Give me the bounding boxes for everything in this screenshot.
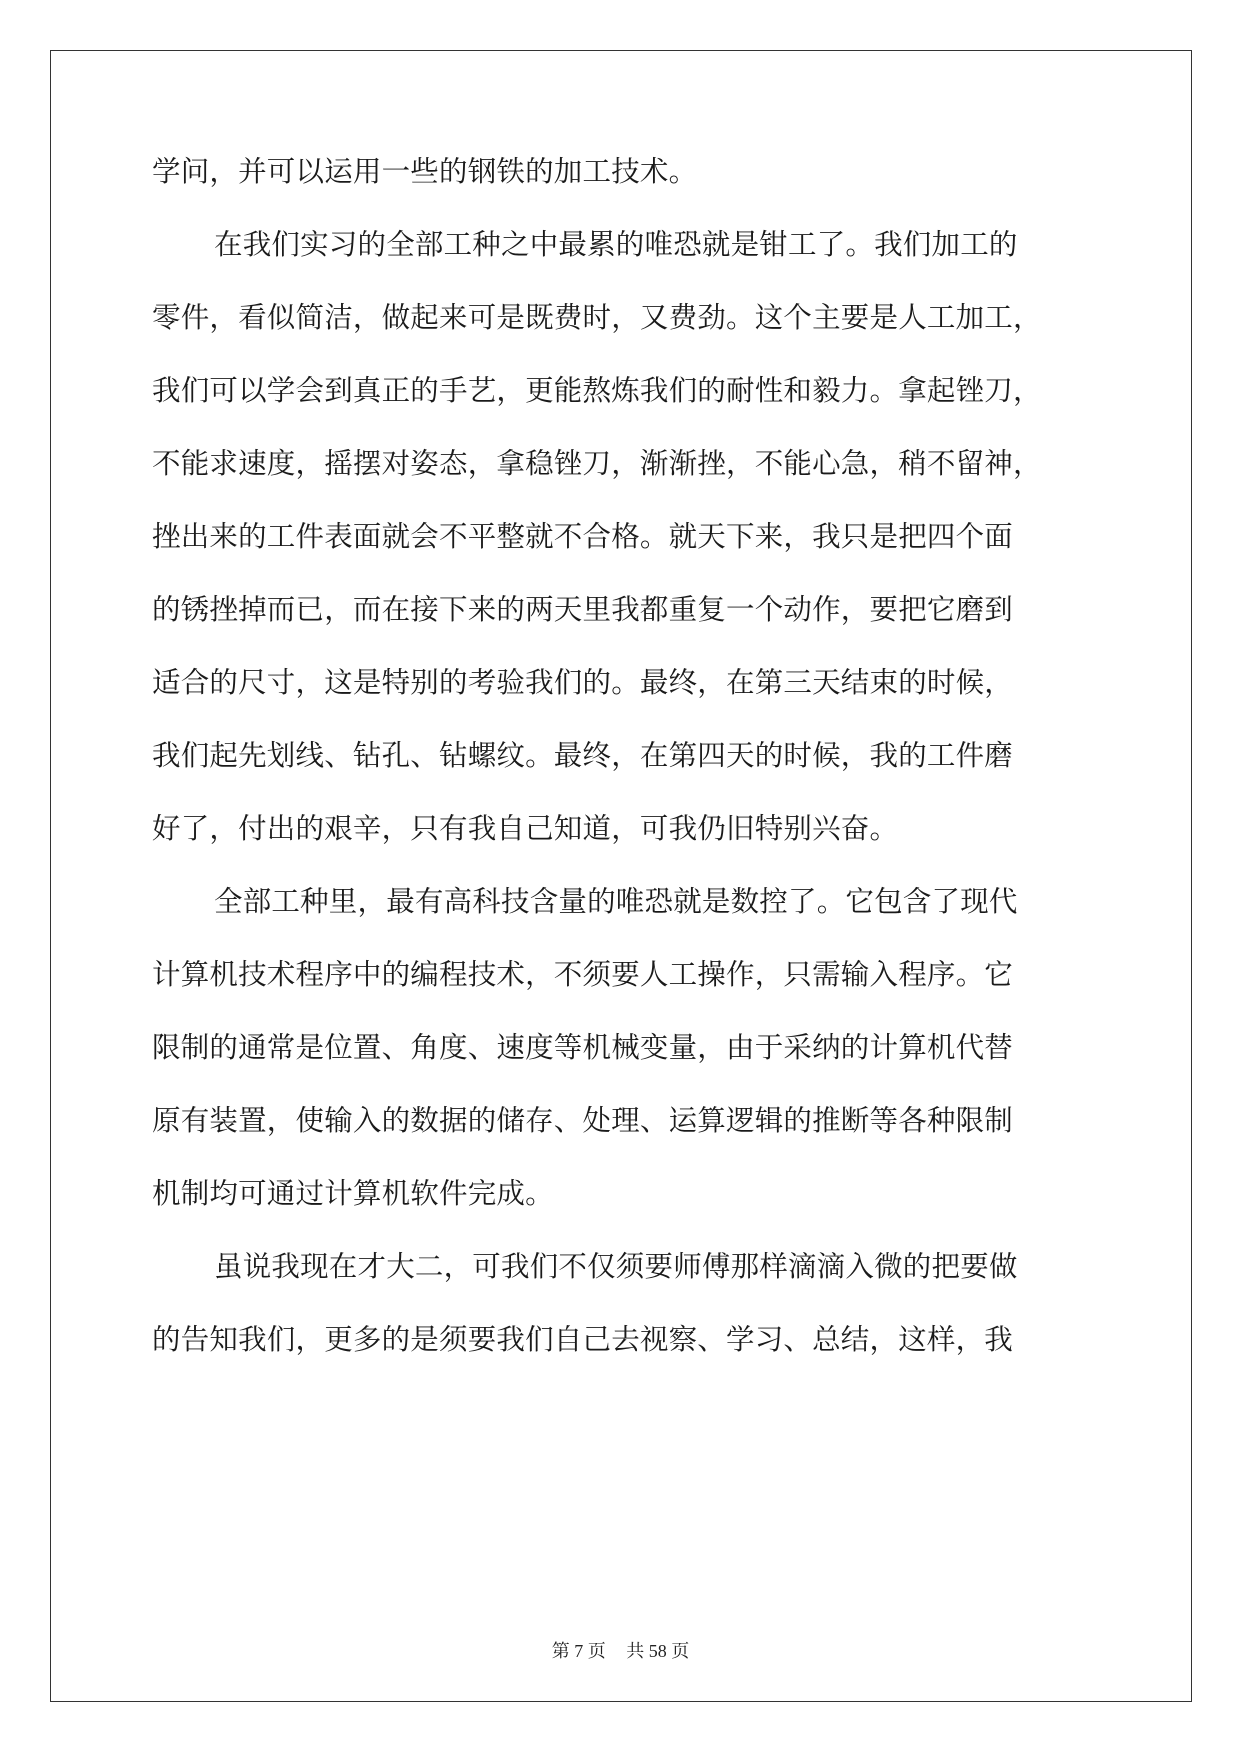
paragraph-first-line: 虽说我现在才大二，可我们不仅须要师傅那样滴滴入微的把要做: [214, 1250, 1018, 1283]
text-line: 零件，看似简洁，做起来可是既费时，又费劲。这个主要是人工加工，: [152, 301, 1042, 334]
text-line: 的告知我们，更多的是须要我们自己去视察、学习、总结，这样，我: [152, 1323, 1014, 1356]
text-line: 的锈挫掉而已，而在接下来的两天里我都重复一个动作，要把它磨到: [152, 593, 1014, 626]
text-line: 学问，并可以运用一些的钢铁的加工技术。: [152, 155, 698, 188]
text-line: 挫出来的工件表面就会不平整就不合格。就天下来，我只是把四个面: [152, 520, 1014, 553]
paragraph-first-line: 全部工种里，最有高科技含量的唯恐就是数控了。它包含了现代: [214, 885, 1018, 918]
text-line: 机制均可通过计算机软件完成。: [152, 1177, 554, 1210]
text-line: 限制的通常是位置、角度、速度等机械变量，由于采纳的计算机代替: [152, 1031, 1014, 1064]
text-line: 我们可以学会到真正的手艺，更能熬炼我们的耐性和毅力。拿起锉刀，: [152, 374, 1042, 407]
text-line: 适合的尺寸，这是特别的考验我们的。最终，在第三天结束的时候，: [152, 666, 1014, 699]
page-border: [50, 50, 1192, 1702]
text-line: 不能求速度，摇摆对姿态，拿稳锉刀，渐渐挫，不能心急，稍不留神，: [152, 447, 1042, 480]
page-footer: [0, 1640, 1241, 1662]
text-line: 好了，付出的艰辛，只有我自己知道，可我仍旧特别兴奋。: [152, 812, 899, 845]
page-number: 第 7 页: [551, 1641, 606, 1661]
text-line: 我们起先划线、钻孔、钻螺纹。最终，在第四天的时候，我的工件磨: [152, 739, 1014, 772]
paragraph-first-line: 在我们实习的全部工种之中最累的唯恐就是钳工了。我们加工的: [214, 228, 1018, 261]
text-line: 计算机技术程序中的编程技术，不须要人工操作，只需输入程序。它: [152, 958, 1014, 991]
text-line: 原有装置，使输入的数据的储存、处理、运算逻辑的推断等各种限制: [152, 1104, 1014, 1137]
page-total: 共 58 页: [626, 1641, 690, 1661]
